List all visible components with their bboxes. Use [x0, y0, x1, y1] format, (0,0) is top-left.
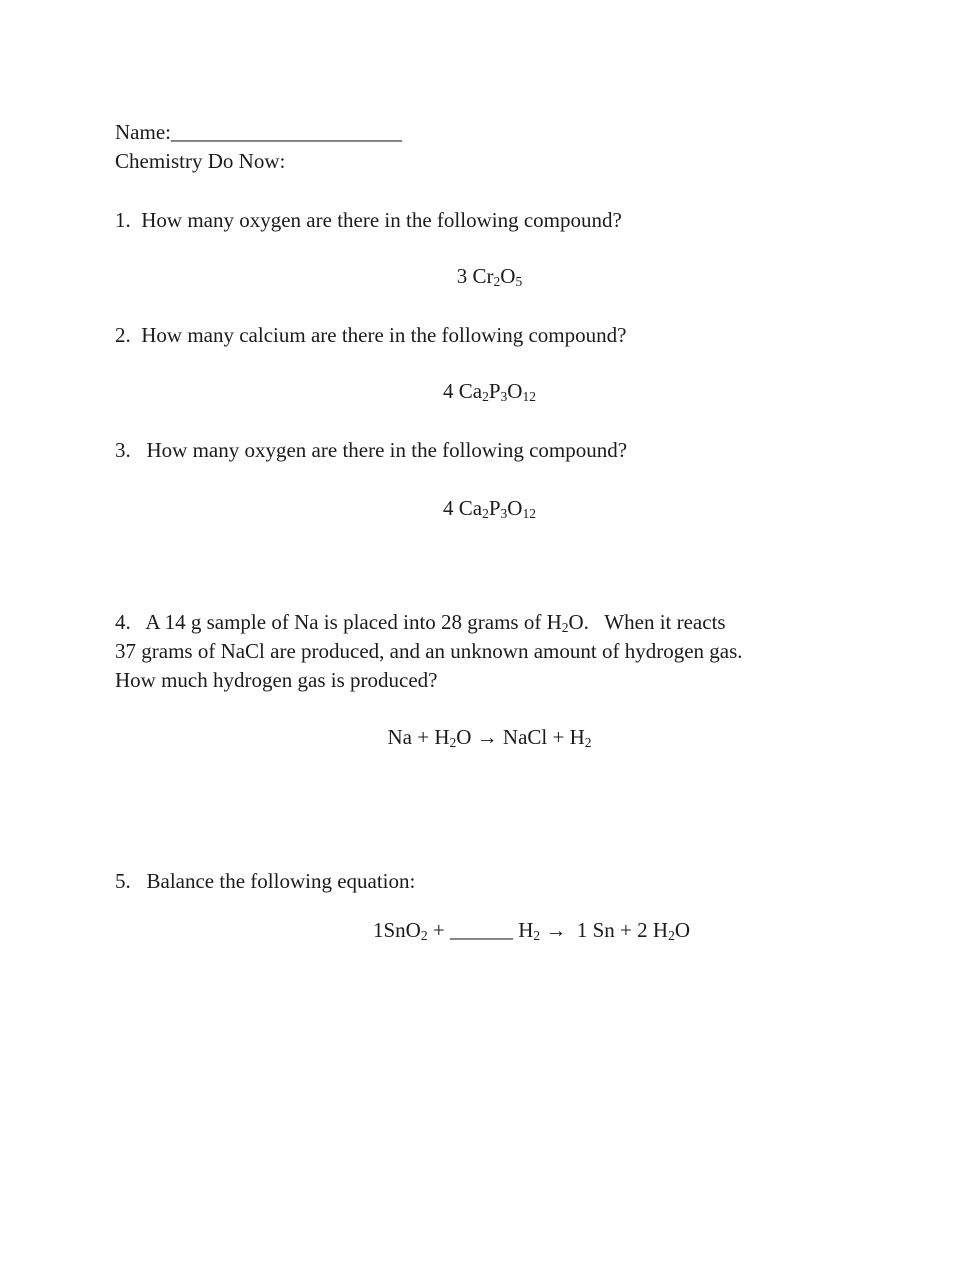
question-5-prompt: 5. Balance the following equation: [115, 869, 416, 893]
name-label: Name: [115, 120, 171, 144]
question-2-formula: 4 $Ca_2P_3O_{12}$ [443, 379, 536, 404]
question-3-formula: 4 $Ca_2P_3O_{12}$ [443, 496, 536, 521]
name-blank-line: ______________________ [170, 120, 402, 144]
question-3-prompt: 3. How many oxygen are there in the following compound? [115, 438, 628, 462]
question-4-prompt: 4. A 14 g sample of Na is placed into 28 grams of $H_2O$. When it reacts 37 grams of NaCl are produced, and an unknown amount of hydrogen gas. How much hydrogen gas is produced? [115, 610, 743, 692]
question-1-prompt: 1. How many oxygen are there in the following compound? [115, 208, 622, 232]
question-1-formula: 3 $Cr_2O_5$ [456, 264, 523, 289]
name-line [115, 118, 864, 147]
worksheet-title: Chemistry Do Now: [115, 149, 286, 173]
question-2-prompt: 2. How many calcium are there in the following compound? [115, 323, 627, 347]
question-5-equation: 1SnO$_2$ + ______ $H_2 \to 1$ Sn + 2 $H_2O$ [373, 918, 690, 943]
question-4-equation: $Na + H_2O$ → NaCl + $H_2$ [387, 725, 592, 750]
